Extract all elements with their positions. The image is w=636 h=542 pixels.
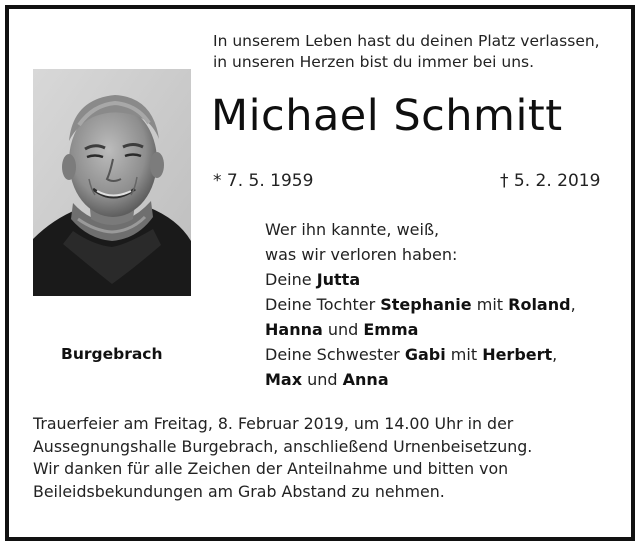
mourner-name: Roland [508, 295, 571, 314]
funeral-notice [33, 413, 623, 503]
mourner-relation: Deine Tochter [265, 295, 381, 314]
mourners-intro-1: Wer ihn kannte, weiß, [265, 220, 440, 239]
mourner-name: Herbert [482, 345, 553, 364]
mourner-name: Jutta [316, 270, 361, 289]
notice-line-1: Trauerfeier am Freitag, 8. Februar 2019, um 14.00 Uhr in der [33, 414, 514, 433]
place-name: Burgebrach [61, 345, 163, 363]
notice-line-2: Aussegnungshalle Burgebrach, anschließend Urnenbeisetzung. [33, 436, 533, 456]
mourner-line-nephews [265, 367, 615, 392]
mourner-name: Gabi [404, 345, 446, 364]
mourner-relation: Deine Schwester [265, 345, 405, 364]
obituary-frame [5, 5, 635, 541]
mourner-name: Hanna [265, 320, 323, 339]
motto-line-2: in unseren Herzen bist du immer bei uns. [213, 53, 535, 71]
mourner-name: Stephanie [380, 295, 472, 314]
mourner-punctuation: , [552, 345, 558, 364]
death-date: † 5. 2. 2019 [500, 171, 601, 191]
mourner-connector: und [302, 370, 343, 389]
mourner-name: Max [265, 370, 303, 389]
deceased-name: Michael Schmitt [211, 91, 563, 141]
portrait-illustration [33, 69, 191, 296]
birth-date: * 7. 5. 1959 [213, 171, 314, 191]
mourner-name: Emma [363, 320, 419, 339]
mourner-name: Anna [342, 370, 389, 389]
mourner-punctuation: , [570, 295, 576, 314]
mourner-line-daughter [265, 292, 615, 317]
notice-line-3: Wir danken für alle Zeichen der Anteilnahme und bitten von [33, 459, 509, 478]
portrait-photo [33, 69, 191, 296]
mourners-list [265, 217, 615, 392]
mourner-connector: mit [445, 345, 483, 364]
motto-line-1: In unserem Leben hast du deinen Platz verlassen, [213, 32, 600, 50]
obituary-content [9, 9, 631, 537]
mourner-connector: und [322, 320, 364, 339]
mourner-line-sister [265, 342, 615, 367]
mourners-intro-2: was wir verloren haben: [265, 245, 458, 264]
motto [213, 31, 623, 73]
mourner-line-grandchildren [265, 317, 615, 342]
notice-line-4: Beileidsbekundungen am Grab Abstand zu nehmen. [33, 481, 445, 501]
mourner-connector: mit [471, 295, 509, 314]
mourner-relation: Deine [265, 270, 317, 289]
mourner-line-wife [265, 267, 615, 292]
